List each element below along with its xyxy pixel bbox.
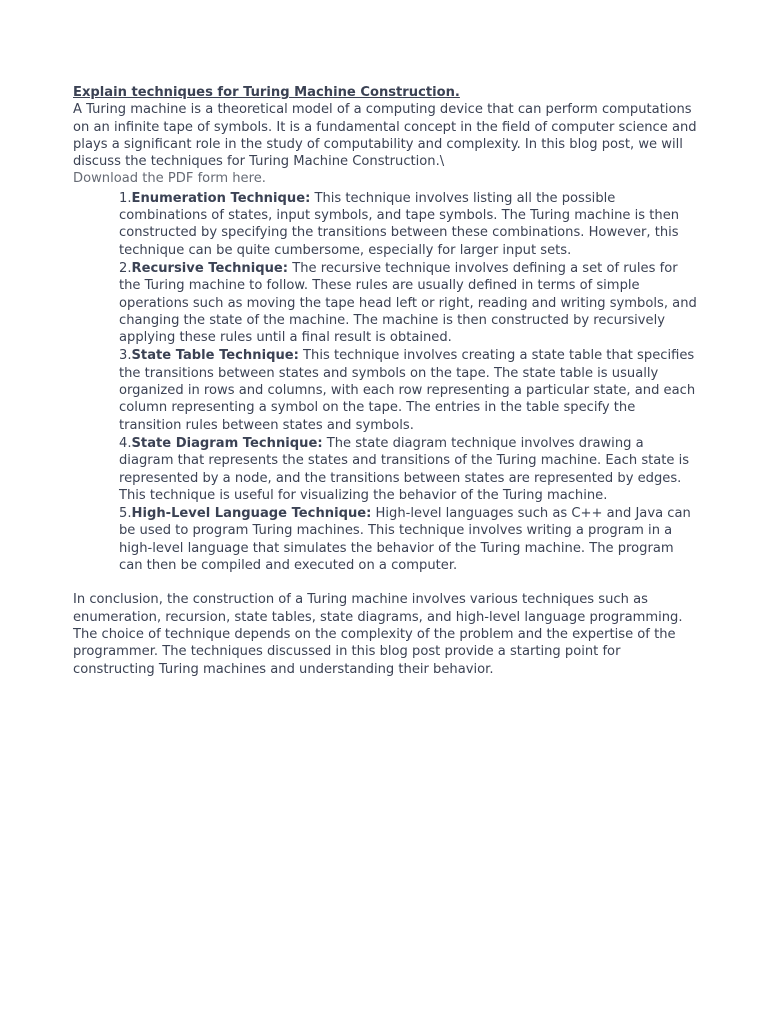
technique-number: 3.: [119, 348, 132, 364]
technique-item-enumeration: [119, 190, 698, 259]
technique-number: 4.: [119, 435, 132, 451]
technique-term: State Diagram Technique:: [131, 435, 323, 451]
technique-item-high-level-language: [119, 505, 698, 574]
technique-number: 5.: [119, 506, 132, 522]
technique-item-recursive: [119, 260, 698, 346]
document-page: [73, 84, 698, 678]
techniques-list: [73, 190, 698, 575]
technique-item-state-table: [119, 347, 698, 433]
technique-term: Recursive Technique:: [131, 260, 289, 276]
intro-paragraph: A Turing machine is a theoretical model of a computing device that can perform computations on an infinite tape of symbols. It is a fundamental concept in the field of computer science and plays a significant role in the study of computability and complexity. In this blog post, we will discuss the techniques for Turing Machine Construction.\: [73, 102, 697, 170]
technique-text: The recursive technique involves defining a set of rules for the Turing machine to follow. These rules are usually defined in terms of simple operations such as moving the tape head left or right, reading and writing symbols, and changing the state of the machine. The machine is then constructed by recursively applying these rules until a final result is obtained.: [119, 260, 697, 346]
technique-text: The state diagram technique involves drawing a diagram that represents the states and transitions of the Turing machine. Each state is represented by a node, and the transitions between states are represented by edges. This technique is useful for visualizing the behavior of the Turing machine.: [119, 435, 690, 503]
conclusion-paragraph: In conclusion, the construction of a Turing machine involves various techniques such as enumeration, recursion, state tables, state diagrams, and high-level language programming. The choice of technique depends on the complexity of the problem and the expertise of the programmer. The techniques discussed in this blog post provide a starting point for constructing Turing machines and understanding their behavior.: [73, 592, 683, 677]
technique-term: High-Level Language Technique:: [131, 506, 372, 522]
technique-text: This technique involves listing all the possible combinations of states, input symbols, and tape symbols. The Turing machine is then constructed by specifying the transitions between these combinations. However, this technique can be quite cumbersome, especially for larger input sets.: [119, 190, 680, 258]
technique-number: 1.: [119, 190, 132, 206]
technique-term: State Table Technique:: [131, 348, 299, 364]
technique-text: High-level languages such as C++ and Java can be used to program Turing machines. This technique involves writing a program in a high-level language that simulates the behavior of the Turing machine. The program can then be compiled and executed on a computer.: [119, 506, 691, 574]
technique-number: 2.: [119, 260, 132, 276]
technique-item-state-diagram: [119, 435, 698, 504]
technique-text: This technique involves creating a state table that specifies the transitions between states and symbols on the tape. The state table is usually organized in rows and columns, with each row representing a particular state, and each column representing a symbol on the tape. The entries in the table specify the transition rules between states and symbols.: [119, 348, 696, 433]
download-pdf-link[interactable]: Download the PDF form here.: [73, 171, 266, 187]
page-title: Explain techniques for Turing Machine Construction.: [73, 85, 460, 100]
technique-term: Enumeration Technique:: [131, 190, 311, 206]
